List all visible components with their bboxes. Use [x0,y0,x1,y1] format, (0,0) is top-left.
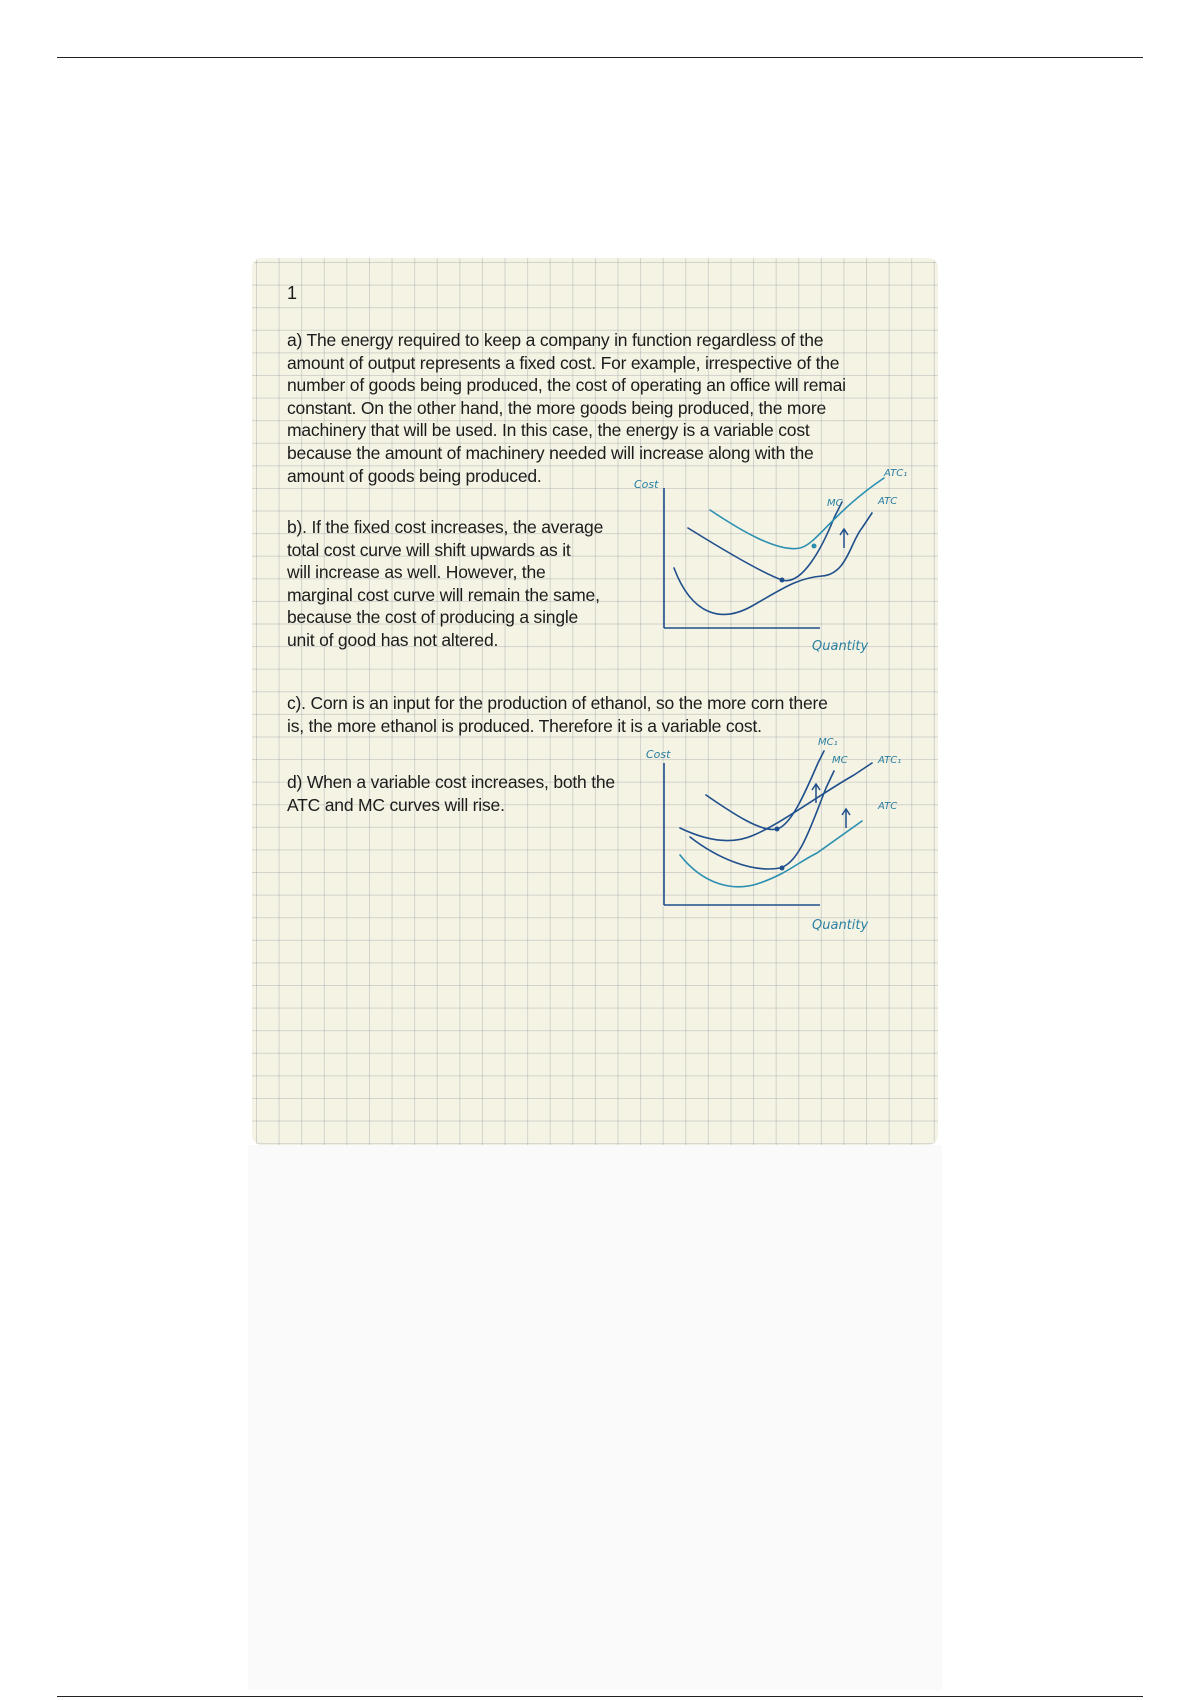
note-card [252,258,938,1145]
paragraph-d: d) When a variable cost increases, both the ATC and MC curves will rise. [287,772,615,815]
paragraph-b: b). If the fixed cost increases, the average total cost curve will shift upwards as it will increase as well. However, the marginal cost curve will remain the same, because the cost of producing a single unit of good has not altered. [287,517,604,650]
sketch-2-atc1-label: ATC₁ [878,755,902,766]
sketch-1-atc-label: ATC [878,496,898,507]
up-arrow [840,529,848,548]
sketch-1-x-label: Quantity [812,639,869,654]
atc1-curve [710,478,884,549]
page-background [248,1145,942,1690]
top-rule [57,57,1143,58]
paragraph-c: c). Corn is an input for the production of ethanol, so the more corn there is, the more ethanol is produced. Therefore it is a variable cost. [287,693,828,736]
sketch-2-axes [664,763,820,905]
page-number: 1 [287,283,297,303]
sketch-2-x-label: Quantity [812,918,869,933]
atc-curve [680,821,862,887]
up-arrow-atc [842,809,850,828]
sketch-2-mc-label: MC [832,755,848,766]
mc-atc-intersection [780,578,785,583]
sketch-fixed-cost [622,468,922,678]
sketch-2-atc-label: ATC [878,801,898,812]
atc-curve [674,513,872,614]
sketch-1-mc-label: MC [827,498,843,509]
sketch-1-y-label: Cost [634,478,659,491]
sketch-2-mc1-label: MC₁ [818,737,838,748]
sketch-variable-cost [622,733,922,958]
sketch-2-y-label: Cost [646,748,671,761]
mc-atc1-intersection [812,544,817,549]
sketch-1-atc1-label: ATC₁ [884,468,908,479]
mc-curve [690,771,834,869]
sketch-1-axes [664,488,820,628]
paragraph-a: a) The energy required to keep a company in function regardless of the amount of output represents a fixed cost. For example, irrespective of the number of goods being produced, the cost of operating an office will remai constant. On the other hand, the more goods being produced, the more machinery that will be used. In this case, the energy is a variable cost because the amount of machinery needed will increase along with the amount of goods being produced. [287,330,846,486]
mc1-atc1-intersection [775,827,780,832]
mc-atc-intersection [780,866,785,871]
bottom-rule [57,1696,1143,1697]
mc1-curve [706,751,824,830]
